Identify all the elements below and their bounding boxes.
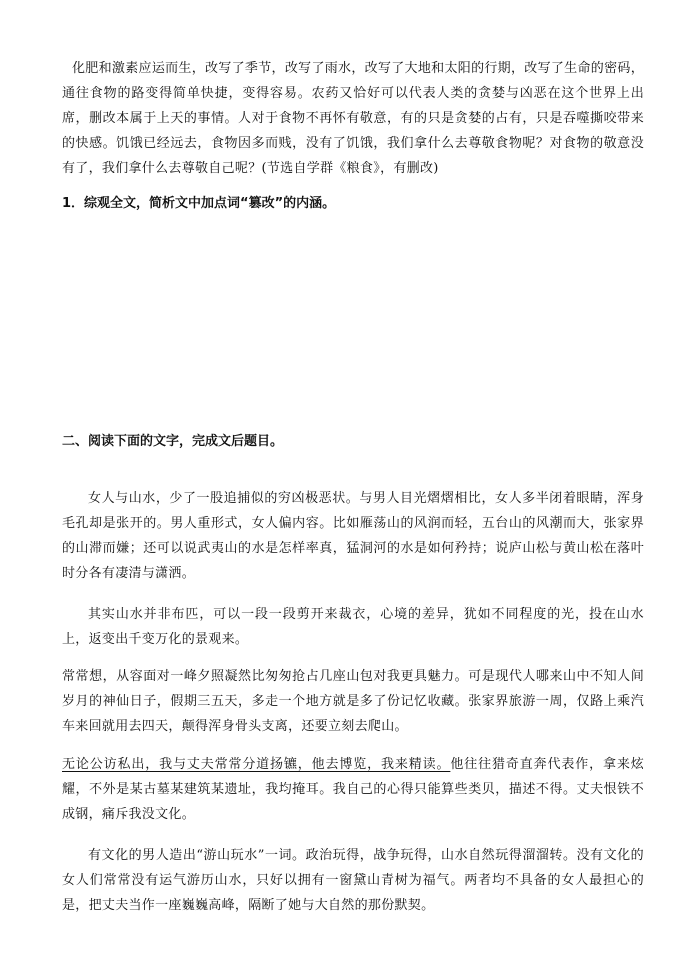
answer-space: [62, 220, 644, 420]
question-1: 1．综观全文，简析文中加点词“篡改”的内涵。: [62, 196, 336, 211]
passage-two-paragraph-2: 其实山水并非布匹，可以一段一段剪开来裁衣，心境的差异，犹如不同程度的光，投在山水上，返变出千变万化的景观来。: [62, 607, 644, 647]
passage-two-paragraph-1: 女人与山水，少了一股追捕似的穷凶极恶状。与男人目光熠熠相比，女人多半闭着眼睛，浑身毛孔却是张开的。男人重形式，女人偏内容。比如雁荡山的风润而轻，五台山的风潮而大，张家界的山滞而嫌；还可以说武夷山的水是怎样率真，猛洞河的水是如何矜持；说庐山松与黄山松在落叶时分各有凄清与潇洒。: [62, 491, 644, 581]
passage-two-paragraph-5: 有文化的男人造出“游山玩水”一词。政治玩得，战争玩得，山水自然玩得溜溜转。没有文化的女人们常常没有运气游历山水，只好以拥有一窗黛山青树为福气。两者均不具备的女人最担心的是，把丈夫当作一座巍巍高峰，隔断了她与大自然的那份默契。: [62, 848, 644, 913]
passage-two-paragraph-4: [62, 752, 644, 827]
section-two-title: 二、阅读下面的文字，完成文后题目。: [62, 434, 284, 449]
passage-two-paragraph-3: 常常想，从容面对一峰夕照凝然比匆匆抢占几座山包对我更具魅力。可是现代人哪来山中不知人间岁月的神仙日子，假期三五天，多走一个地方就是多了份记忆收藏。张家界旅游一周，仅路上乘汽车来回就用去四天，颠得浑身骨头支离，还要立刻去爬山。: [62, 669, 644, 734]
underlined-sentence: 无论公访私出，我与丈夫常常分道扬镳，他去博览，我来精读。: [62, 757, 451, 772]
passage-one-paragraph: 化肥和激素应运而生，改写了季节，改写了雨水，改写了大地和太阳的行期，改写了生命的密码，通往食物的路变得简单快捷，变得容易。农药又恰好可以代表人类的贪婪与凶恶在这个世界上出席，删改本属于上天的事情。人对于食物不再怀有敬意，有的只是贪婪的占有，只是吞噬撕咬带来的快感。饥饿已经远去，食物因多而贱，没有了饥饿，我们拿什么去尊敬食物呢？对食物的敬意没有了，我们拿什么去尊敬自己呢？(节选自学群《粮食》，有删改): [62, 61, 644, 176]
paragraph-4-rest: 他往往猎奇直奔代表作，拿来炫耀，不外是某古墓某建筑某遗址，我均掩耳。我自己的心得只能算些类贝，描述不得。丈夫恨铁不成钢，痛斥我没文化。: [62, 757, 644, 822]
